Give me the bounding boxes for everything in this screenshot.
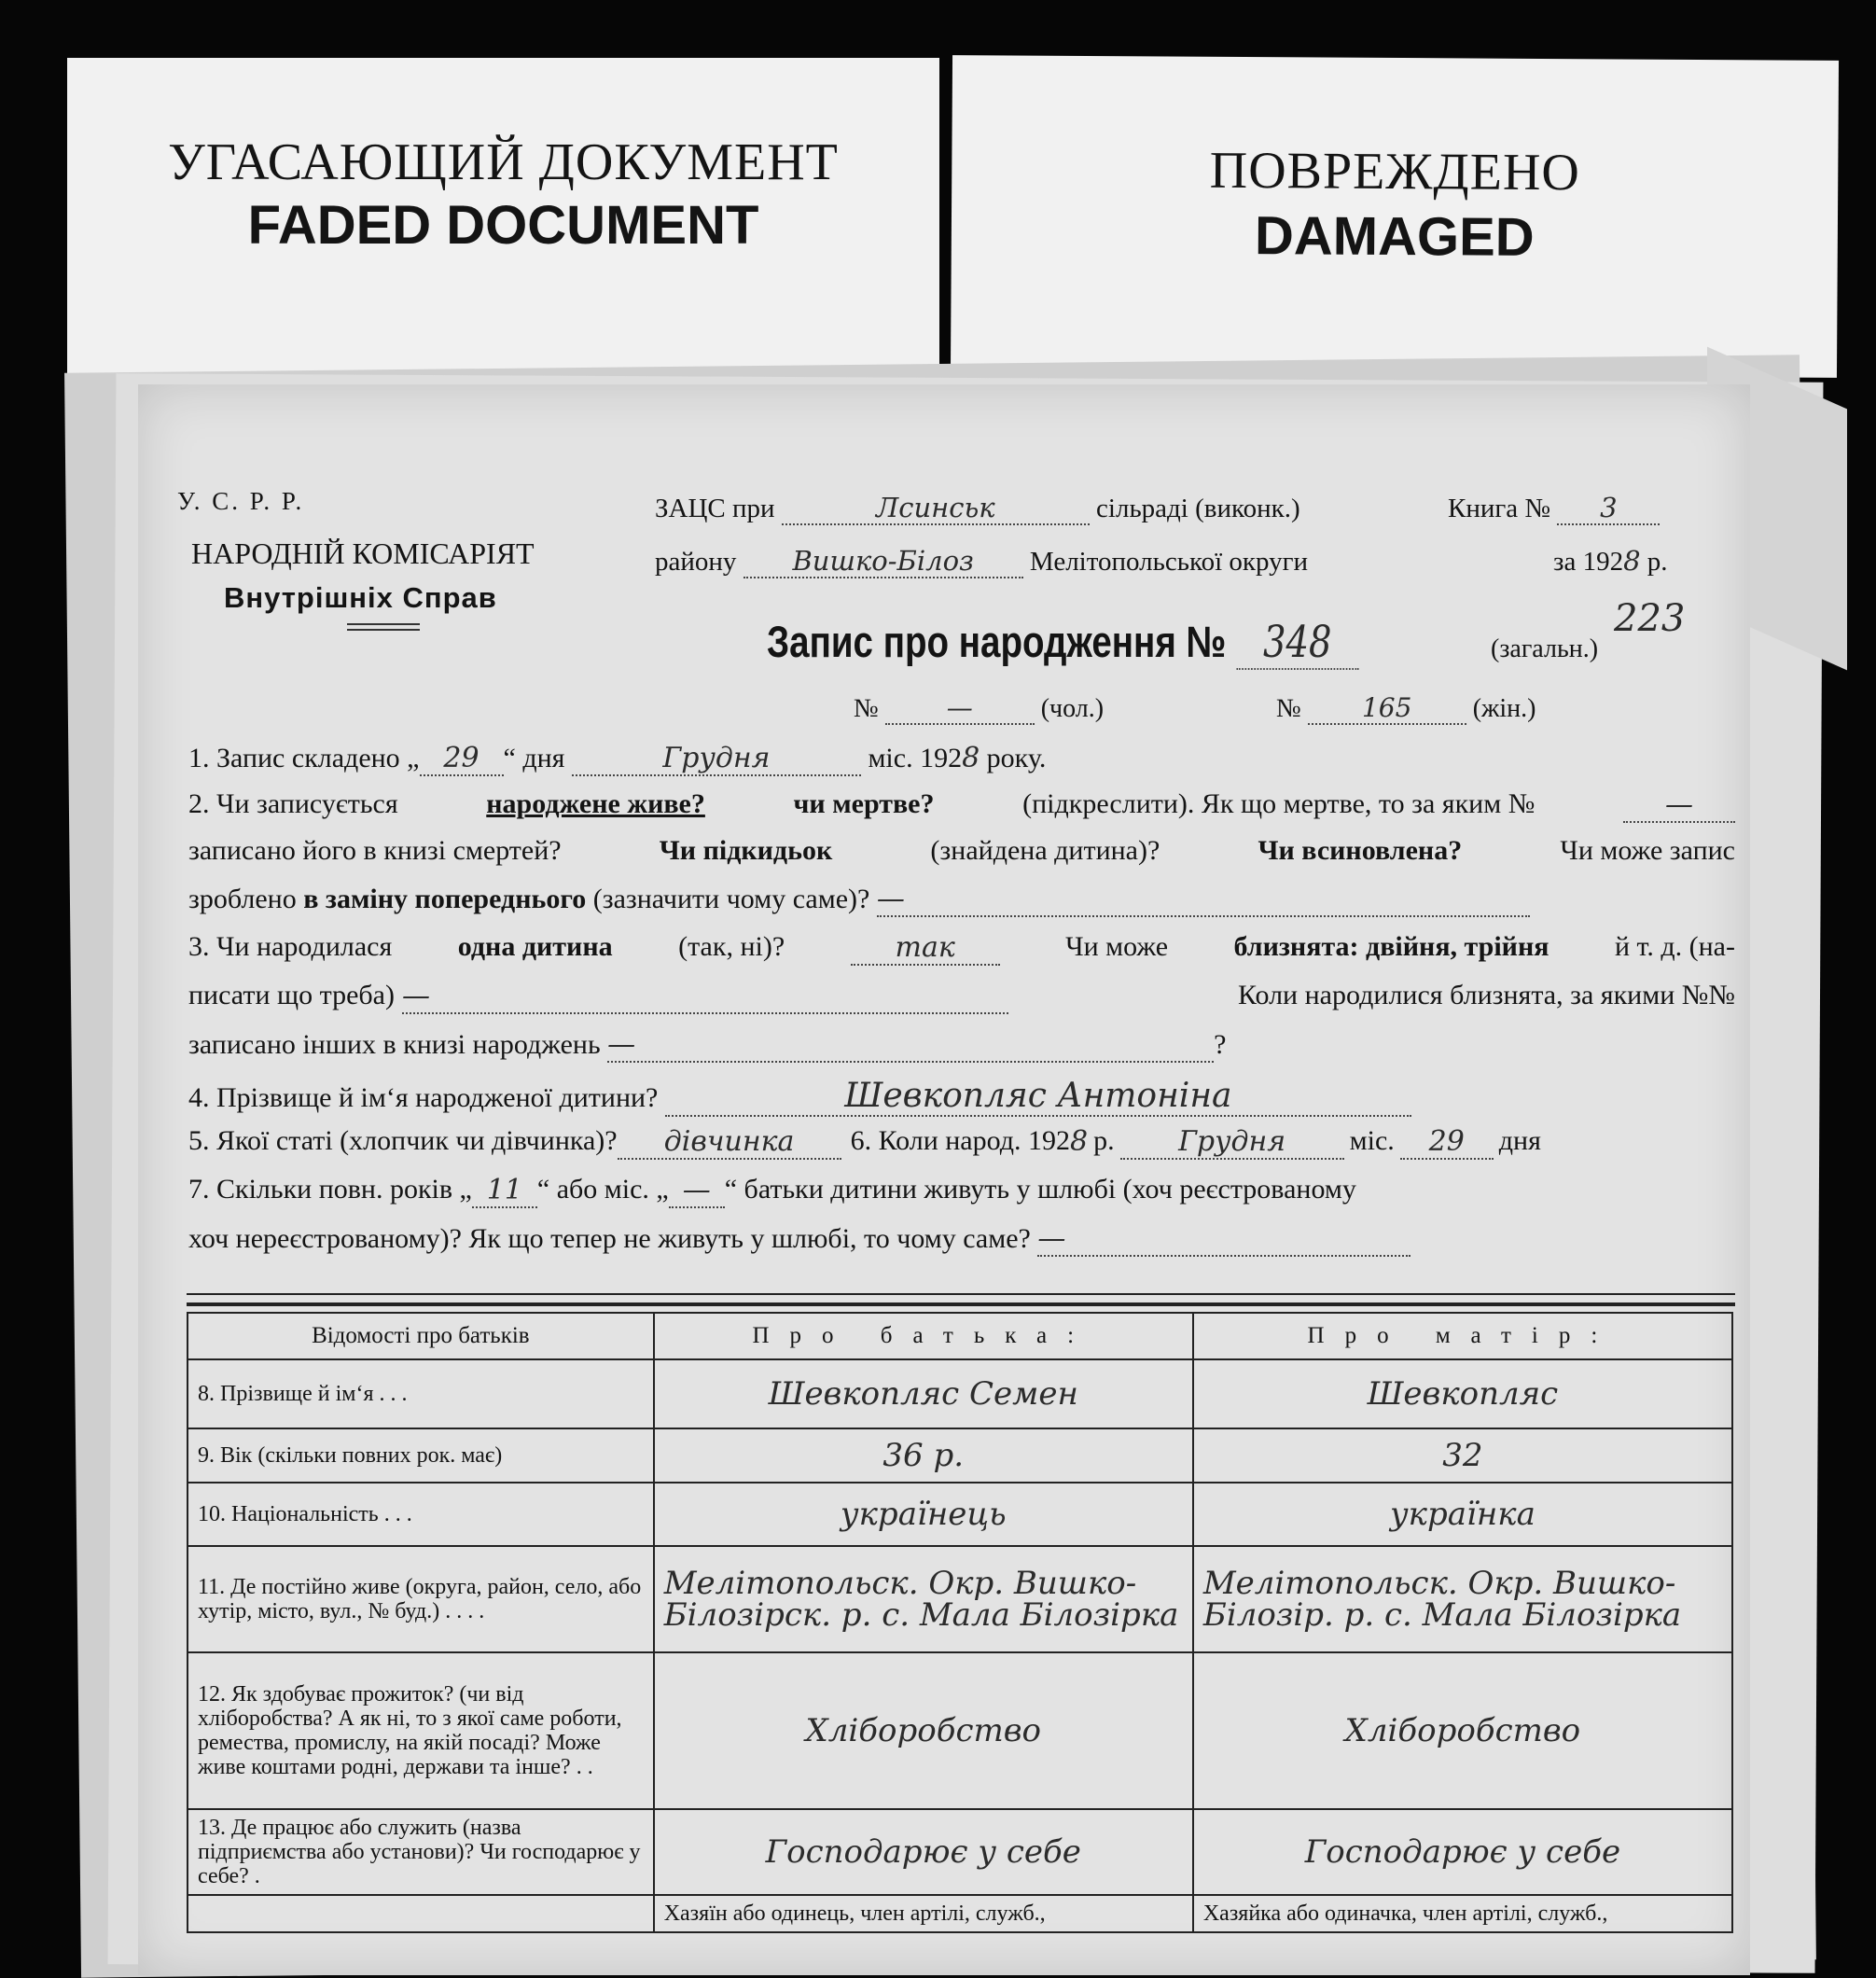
mother-value: 32 bbox=[1193, 1428, 1732, 1483]
section-divider bbox=[187, 1302, 1735, 1306]
okruha-label: Мелітопольської округи bbox=[1029, 547, 1308, 577]
item-3-text-d: й т. д. (на- bbox=[1614, 931, 1735, 962]
father-value: 36 р. bbox=[654, 1428, 1193, 1483]
header-rule bbox=[347, 623, 420, 625]
item-7-label-d: хоч нереєстрованому)? Як що тепер не живуть у шлюбі, то чому саме? bbox=[188, 1223, 1031, 1254]
item-3-line-3 bbox=[188, 1028, 1227, 1063]
zacs-label: ЗАЦС при bbox=[655, 494, 775, 523]
row-label: 10. Національність . . . bbox=[188, 1483, 654, 1546]
mother-value: Хазяйка або одиначка, член артілі, служб., bbox=[1193, 1895, 1732, 1932]
item-1-year: 8 bbox=[962, 742, 980, 774]
item-3-text: 3. Чи народилася bbox=[188, 931, 393, 962]
father-value: Хліборобство bbox=[654, 1652, 1193, 1809]
birth-day: 29 bbox=[1400, 1125, 1494, 1160]
interior-heading: Внутрішніх Справ bbox=[224, 581, 497, 614]
row-label: 13. Де працює або служить (назва підприємства або установи)? Чи господарює у себе? . bbox=[188, 1809, 654, 1895]
record-number-note: 223 bbox=[1614, 597, 1686, 640]
item-5-6 bbox=[188, 1125, 1735, 1160]
item-3-single-value: так bbox=[851, 931, 1000, 966]
item-7-label-c: “ батьки дитини живуть у шлюбі (хоч реєстрованому bbox=[724, 1174, 1356, 1205]
table-row bbox=[188, 1652, 1732, 1809]
father-value: Хазяїн або одинець, член артілі, служб., bbox=[654, 1895, 1193, 1932]
item-2-text-d: (знайдена дитина)? bbox=[930, 835, 1160, 866]
book-line bbox=[1448, 492, 1660, 525]
item-6-year-suffix: р. bbox=[1093, 1125, 1115, 1156]
item-3-twins-numbers: — bbox=[607, 1028, 1214, 1063]
item-3-text-b: (так, ні)? bbox=[678, 931, 785, 962]
item-3-text-g: записано інших в книзі народжень bbox=[188, 1029, 601, 1060]
female-number-line bbox=[1276, 692, 1536, 725]
table-row bbox=[188, 1546, 1732, 1652]
general-label: (загальн.) bbox=[1491, 634, 1599, 663]
birth-month: Грудня bbox=[1120, 1125, 1344, 1160]
parents-table bbox=[187, 1312, 1733, 1933]
item-1 bbox=[188, 742, 1046, 776]
item-2-dead: чи мертве? bbox=[793, 788, 935, 819]
father-value: Шевкопляс Семен bbox=[654, 1359, 1193, 1428]
item-4 bbox=[188, 1077, 1411, 1117]
item-2-line-2 bbox=[188, 835, 1735, 867]
item-6-label: 6. Коли народ. 192 bbox=[850, 1125, 1071, 1156]
card-title-en: DAMAGED bbox=[1254, 205, 1535, 268]
row-label: 8. Прізвище й ім‘я . . . bbox=[188, 1359, 654, 1428]
row-label: 11. Де постійно живе (округа, район, село, або хутір, місто, вул., № буд.) . . . . bbox=[188, 1546, 654, 1652]
record-title bbox=[767, 616, 1358, 670]
table-row bbox=[188, 1895, 1732, 1932]
header-rule bbox=[347, 629, 420, 631]
item-2-adopted: Чи всиновлена? bbox=[1258, 835, 1463, 866]
item-3-text-c: Чи може bbox=[1065, 931, 1169, 962]
item-2-text-g: (зазначити чому саме)? bbox=[592, 884, 870, 914]
item-7-label: 7. Скільки повн. років „ bbox=[188, 1174, 472, 1205]
raion-line bbox=[655, 545, 1308, 578]
item-3-twins-value: — bbox=[402, 980, 1008, 1014]
mother-value: Шевкопляс bbox=[1193, 1359, 1732, 1428]
mother-value: українка bbox=[1193, 1483, 1732, 1546]
card-title-ru: УГАСАЮЩИЙ ДОКУМЕНТ bbox=[168, 133, 839, 191]
item-5-label: 5. Якої статі (хлопчик чи дівчинка)? bbox=[188, 1125, 618, 1156]
number-sign: № bbox=[854, 694, 879, 723]
item-2-replacement: в заміну попереднього bbox=[303, 884, 587, 914]
book-label: Книга № bbox=[1448, 494, 1551, 523]
item-2-text-b: (підкреслити). Як що мертве, то за яким № bbox=[1022, 788, 1536, 819]
item-1-month: Грудня bbox=[572, 742, 861, 776]
zacs-line bbox=[655, 492, 1300, 525]
item-2-death-number: — bbox=[1623, 788, 1735, 823]
item-2-text-c: записано його в книзі смертей? bbox=[188, 835, 562, 866]
number-sign: № bbox=[1276, 694, 1301, 723]
title-text: Запис про народження № bbox=[767, 617, 1227, 666]
male-number: — bbox=[885, 692, 1035, 725]
father-value: Господарює у себе bbox=[654, 1809, 1193, 1895]
item-3-text-f: Коли народилися близнята, за якими №№ bbox=[1237, 980, 1735, 1010]
item-1-label-b: “ дня bbox=[503, 743, 565, 773]
item-1-label-d: року. bbox=[986, 743, 1047, 773]
damaged-card bbox=[951, 55, 1839, 378]
table-row bbox=[188, 1428, 1732, 1483]
year-line bbox=[1553, 545, 1668, 578]
female-number: 165 bbox=[1308, 692, 1466, 725]
raion-value: Вишко-Білоз bbox=[743, 545, 1023, 578]
item-3-twins: близнята: двійня, трійня bbox=[1233, 931, 1549, 962]
item-2-line-1 bbox=[188, 788, 1735, 823]
father-value: Мелітопольск. Окр. Вишко-Білозірск. р. с. Мала Білозірка bbox=[654, 1546, 1193, 1652]
faded-document-card bbox=[67, 58, 939, 375]
item-2-alive: народжене живе? bbox=[486, 788, 705, 819]
item-3-line-2 bbox=[188, 980, 1735, 1014]
commissariat-heading: НАРОДНІЙ КОМІСАРІЯТ bbox=[191, 536, 535, 570]
marriage-years: 11 bbox=[472, 1174, 537, 1208]
item-3-text-e: писати що треба) bbox=[188, 980, 395, 1010]
row-label bbox=[188, 1895, 654, 1932]
table-row bbox=[188, 1359, 1732, 1428]
table-header-row bbox=[188, 1313, 1732, 1359]
item-6-day-suffix: дня bbox=[1498, 1125, 1541, 1156]
card-title-en: FADED DOCUMENT bbox=[247, 195, 759, 256]
item-2-replacement-value: — bbox=[877, 883, 1530, 917]
item-7-reason: — bbox=[1037, 1222, 1410, 1257]
row-label: 9. Вік (скільки повних рок. має) bbox=[188, 1428, 654, 1483]
mother-value: Мелітопольск. Окр. Вишко-Білозір. р. с. Мала Білозірка bbox=[1193, 1546, 1732, 1652]
col-header-mother: Про матір: bbox=[1193, 1313, 1732, 1359]
marriage-months: — bbox=[669, 1174, 725, 1208]
col-header: Відомості про батьків bbox=[188, 1313, 654, 1359]
item-7-line-1 bbox=[188, 1174, 1735, 1208]
child-name: Шевкопляс Антоніна bbox=[665, 1077, 1411, 1117]
ussr-heading: У. С. Р. Р. bbox=[177, 487, 305, 515]
year-suffix: р. bbox=[1647, 547, 1668, 577]
item-3-single: одна дитина bbox=[457, 931, 613, 962]
table-row bbox=[188, 1483, 1732, 1546]
item-3-text-h: ? bbox=[1214, 1029, 1227, 1060]
book-value: 3 bbox=[1557, 492, 1660, 525]
mother-value: Хліборобство bbox=[1193, 1652, 1732, 1809]
item-1-label-c: міс. 192 bbox=[868, 743, 963, 773]
zacs-value: Лсинськ bbox=[782, 492, 1090, 525]
item-2-text-e: Чи може запис bbox=[1560, 835, 1735, 866]
item-4-label: 4. Прізвище й ім‘я народженої дитини? bbox=[188, 1082, 659, 1113]
mother-value: Господарює у себе bbox=[1193, 1809, 1732, 1895]
item-2-line-3 bbox=[188, 883, 1530, 917]
item-1-day: 29 bbox=[420, 742, 504, 776]
female-label: (жін.) bbox=[1472, 694, 1536, 723]
male-number-line bbox=[854, 692, 1104, 725]
item-2-text-f: зроблено bbox=[188, 884, 297, 914]
item-3-line-1 bbox=[188, 931, 1735, 966]
record-number: 348 bbox=[1236, 617, 1358, 670]
year-value: 8 bbox=[1623, 545, 1641, 577]
item-7-label-b: “ або міс. „ bbox=[536, 1174, 669, 1205]
raion-label: району bbox=[655, 547, 737, 577]
item-1-label: 1. Запис складено „ bbox=[188, 743, 420, 773]
row-label: 12. Як здобуває прожиток? (чи від хліборобства? А як ні, то з якої саме роботи, ремества, промислу, на якій посаді? Може живе коштами родні, держави та інше? . . bbox=[188, 1652, 654, 1809]
section-divider bbox=[187, 1293, 1735, 1295]
male-label: (чол.) bbox=[1040, 694, 1105, 723]
table-row bbox=[188, 1809, 1732, 1895]
birth-year: 8 bbox=[1070, 1125, 1089, 1158]
zacs-suffix: сільраді (виконк.) bbox=[1096, 494, 1300, 523]
year-label: за 192 bbox=[1553, 547, 1624, 577]
item-7-line-2 bbox=[188, 1222, 1410, 1257]
item-6-month-suffix: міс. bbox=[1349, 1125, 1395, 1156]
father-value: українець bbox=[654, 1483, 1193, 1546]
child-sex: дівчинка bbox=[618, 1125, 841, 1160]
card-title-ru: ПОВРЕЖДЕНО bbox=[1209, 141, 1581, 202]
item-2-foundling: Чи підкидьок bbox=[659, 835, 833, 866]
item-2-text: 2. Чи записується bbox=[188, 788, 398, 819]
col-header-father: Про батька: bbox=[654, 1313, 1193, 1359]
